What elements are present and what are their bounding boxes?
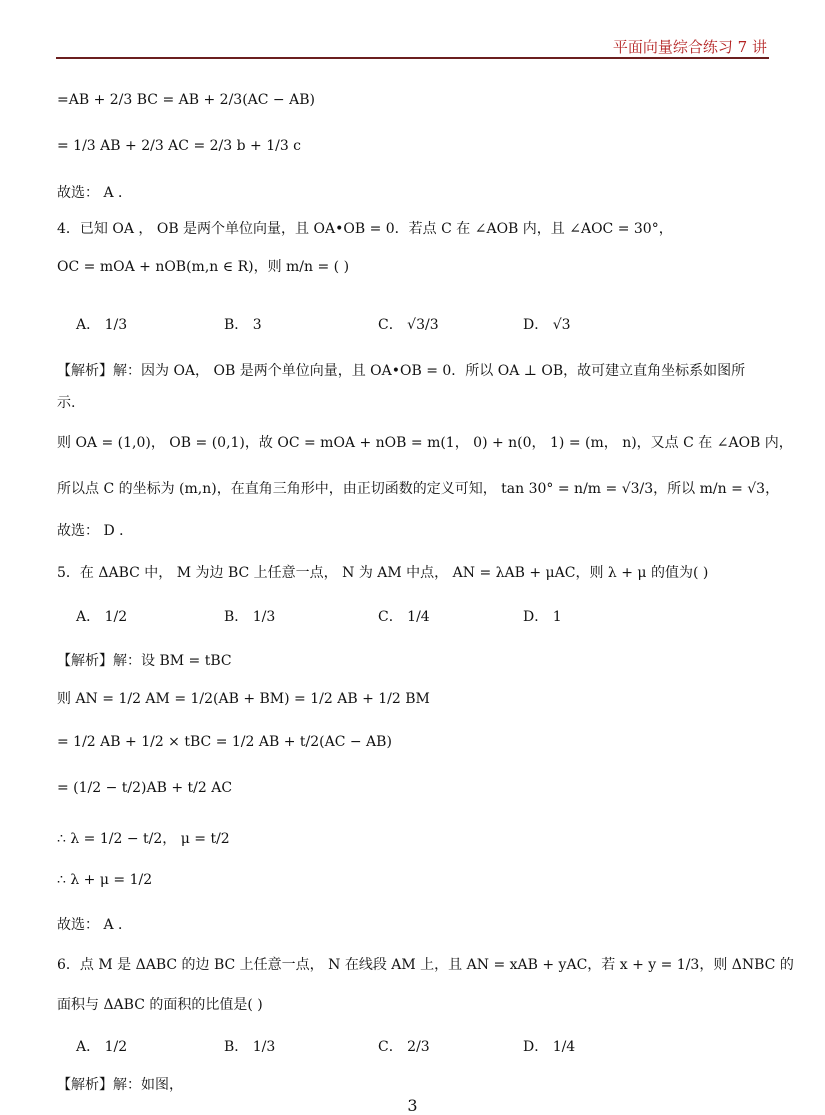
q4-analysis-2: 示.: [57, 395, 76, 411]
q6-option-c: C． 2/3: [378, 1039, 430, 1055]
q6-option-b: B． 1/3: [224, 1039, 276, 1055]
header-title: 平面向量综合练习 7 讲: [612, 38, 767, 56]
q5-analysis-1: 【解析】解：设 BM = tBC: [57, 653, 232, 669]
q5-analysis-6: ∴ λ + μ = 1/2: [57, 872, 153, 888]
q4-option-b: B． 3: [224, 317, 262, 333]
line-2: = 1/3 AB + 2/3 AC = 2/3 b + 1/3 c: [57, 138, 302, 154]
header-divider: [56, 57, 769, 59]
q4-analysis-4: 所以点 C 的坐标为 (m,n)，在直角三角形中，由正切函数的定义可知， tan 30° = n/m = √3/3，所以 m/n = √3，: [57, 481, 780, 497]
question-4-line-1: 4．已知 OA ， OB 是两个单位向量，且 OA•OB = 0．若点 C 在 ∠AOB 内，且 ∠AOC = 30°，: [57, 221, 673, 237]
q4-answer: 故选： D ．: [57, 523, 134, 539]
line-1: =AB + 2/3 BC = AB + 2/3(AC − AB): [57, 92, 315, 108]
q6-option-d: D． 1/4: [523, 1039, 576, 1055]
q5-option-b: B． 1/3: [224, 609, 276, 625]
q5-analysis-3: = 1/2 AB + 1/2 × tBC = 1/2 AB + t/2(AC − AB): [57, 734, 392, 750]
line-3: 故选： A ．: [57, 185, 133, 201]
question-4-line-2: OC = mOA + nOB(m,n ∈ R)，则 m/n = ( ): [57, 259, 350, 275]
page-number: 3: [407, 1096, 418, 1115]
q6-analysis: 【解析】解：如图，: [57, 1077, 183, 1093]
q5-answer: 故选： A ．: [57, 917, 133, 933]
q4-analysis-3: 则 OA = (1,0)， OB = (0,1)，故 OC = mOA + nOB = m(1， 0) + n(0， 1) = (m， n)，又点 C 在 ∠AOB 内，: [57, 435, 793, 451]
question-6-line-1: 6．点 M 是 ΔABC 的边 BC 上任意一点， N 在线段 AM 上，且 AN = xAB + yAC，若 x + y = 1/3，则 ΔNBC 的: [57, 957, 794, 973]
q4-option-a: A． 1/3: [76, 317, 128, 333]
q4-option-d: D． √3: [523, 317, 571, 333]
question-5: 5．在 ΔABC 中， M 为边 BC 上任意一点， N 为 AM 中点， AN = λAB + μAC，则 λ + μ 的值为( ): [57, 565, 709, 581]
page-header: [0, 0, 825, 60]
q5-option-c: C． 1/4: [378, 609, 430, 625]
q5-option-a: A． 1/2: [76, 609, 128, 625]
q5-analysis-5: ∴ λ = 1/2 − t/2， μ = t/2: [57, 831, 230, 847]
q5-analysis-2: 则 AN = 1/2 AM = 1/2(AB + BM) = 1/2 AB + 1/2 BM: [57, 691, 430, 707]
q5-option-d: D． 1: [523, 609, 562, 625]
question-6-line-2: 面积与 ΔABC 的面积的比值是( ): [57, 997, 263, 1013]
q5-analysis-4: = (1/2 − t/2)AB + t/2 AC: [57, 780, 233, 796]
q6-option-a: A． 1/2: [76, 1039, 128, 1055]
q4-analysis-1: 【解析】解：因为 OA， OB 是两个单位向量，且 OA•OB = 0．所以 OA ⊥ OB，故可建立直角坐标系如图所: [57, 363, 746, 379]
q4-option-c: C． √3/3: [378, 317, 439, 333]
